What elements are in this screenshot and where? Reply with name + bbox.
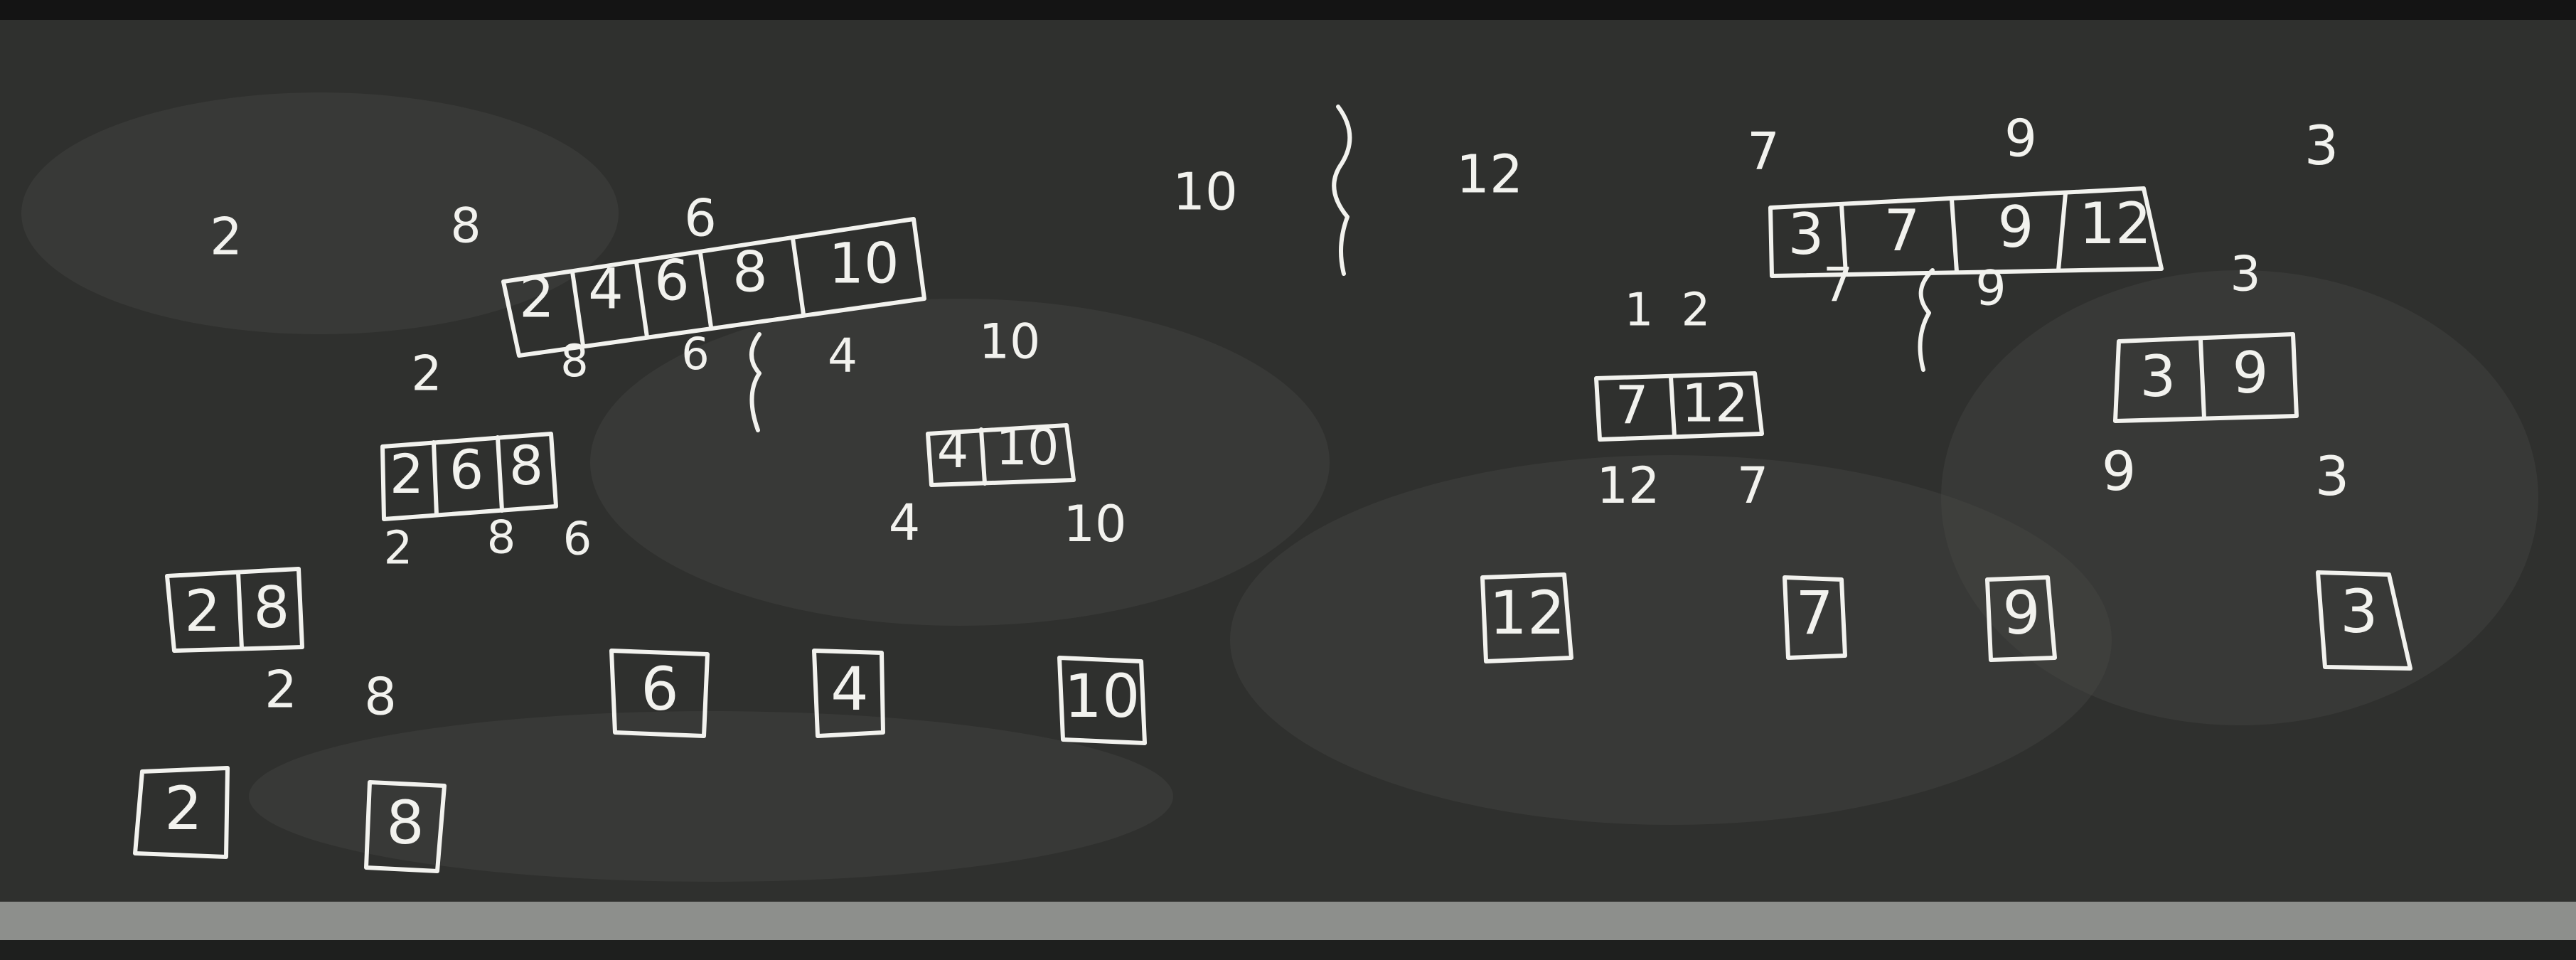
array-divider	[434, 442, 437, 515]
array-cell: 7	[1883, 197, 1920, 264]
array-label: 8	[486, 511, 516, 565]
split-label: 7	[1823, 257, 1853, 313]
array-cell: 6	[654, 249, 690, 314]
array-cell: 9	[2232, 339, 2269, 406]
array-cell: 7	[1615, 375, 1649, 437]
array-cell: 12	[2079, 190, 2152, 257]
right-top-label-three: 3	[2304, 113, 2339, 177]
array-cell: 12	[1681, 373, 1749, 434]
array-label: 10	[1063, 495, 1127, 554]
array-cell: 3	[2139, 343, 2176, 410]
left-root-label-middle: 6	[684, 188, 717, 248]
array-cell: 9	[1997, 193, 2034, 260]
array-label: 2	[264, 659, 297, 720]
leaf-value: 3	[2340, 576, 2378, 646]
leaf-value: 6	[641, 654, 679, 724]
array-cell: 2	[389, 442, 424, 506]
leaf-value: 7	[1795, 577, 1834, 648]
leaf-value: 8	[386, 787, 424, 858]
split-label: 2	[411, 346, 442, 402]
array-cell: 8	[253, 574, 290, 641]
array-label: 8	[364, 666, 397, 727]
left-root-label-right: 10	[978, 314, 1041, 370]
leaf-value: 10	[1064, 661, 1140, 731]
array-label: 12	[1596, 457, 1660, 516]
right-top-label-seven: 7	[1747, 121, 1780, 181]
array-cell: 8	[732, 240, 768, 305]
split-label: 4	[828, 329, 857, 384]
array-label: 7	[1736, 457, 1769, 516]
split-label: 1	[1624, 284, 1654, 337]
left-root-label-left: 2	[210, 206, 242, 267]
chalk-tray-shadow	[0, 940, 2576, 960]
right-top-label-nine: 9	[2004, 108, 2037, 169]
array-label: 2	[383, 522, 413, 575]
leaf-value: 12	[1489, 577, 1566, 648]
split-label: 9	[1975, 260, 2006, 317]
leaf-value: 2	[164, 773, 203, 843]
split-label: 6	[681, 328, 710, 380]
array-cell: 6	[449, 437, 484, 501]
leaf-value: 9	[2002, 577, 2041, 648]
leaf-box	[1059, 658, 1145, 743]
right-top-label-ten: 10	[1172, 161, 1238, 222]
left-root-label-middle-left: 8	[450, 198, 481, 255]
board-top-frame	[0, 0, 2576, 20]
array-cell: 2	[519, 266, 555, 331]
array-label: 3	[2314, 444, 2350, 508]
array-cell: 3	[1787, 201, 1824, 267]
array-cell: 8	[508, 433, 544, 497]
array-label: 6	[562, 513, 592, 566]
array-cell: 10	[995, 418, 1059, 477]
split-label: 8	[560, 335, 589, 388]
array-cell: 4	[588, 257, 624, 322]
array-cell: 10	[828, 232, 899, 297]
array-label: 9	[2101, 439, 2137, 503]
array-cell: 2	[184, 577, 221, 644]
leaf-value: 4	[830, 654, 869, 724]
left-level1-right-array	[928, 418, 1074, 485]
array-cell: 4	[936, 421, 969, 480]
array-label: 4	[888, 494, 921, 553]
split-label: 3	[2230, 246, 2261, 303]
right-top-label-twelve: 12	[1455, 144, 1524, 206]
split-label: 2	[1681, 284, 1711, 337]
